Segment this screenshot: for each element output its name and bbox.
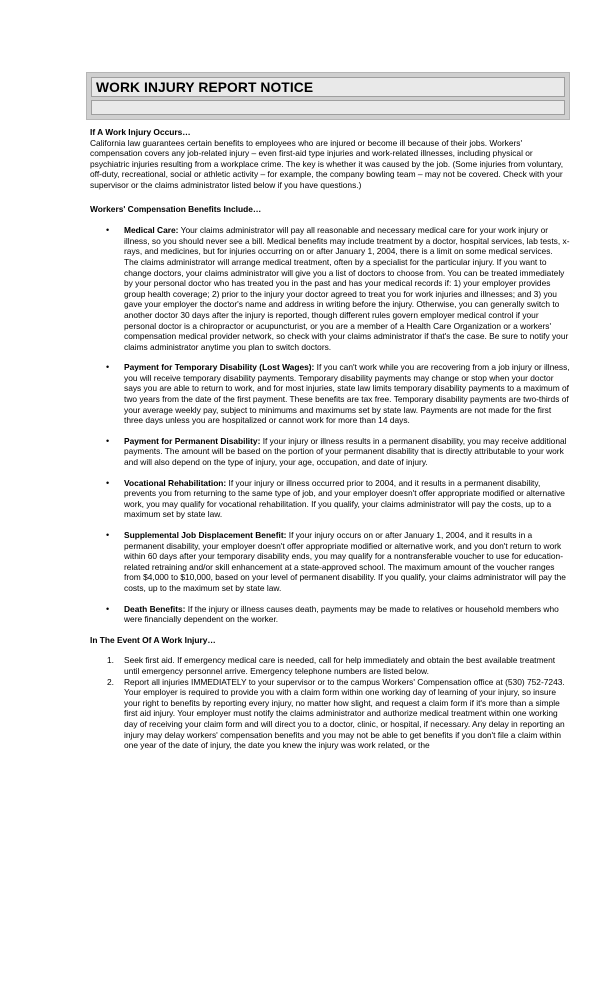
benefit-term: Supplemental Job Displacement Benefit: (124, 530, 287, 540)
step-number: 1. (107, 655, 114, 666)
title-box (91, 77, 565, 97)
benefit-text: Your claims administrator will pay all reasonable and necessary medical care for your work injury or illness, so you should never see a bill. Medical benefits may include treatment by a doctor, hospital services, lab tests, x-rays, and medicines, but for injuries occurring on or after January 1, 2004, there is a limit on some medical services. (124, 225, 570, 257)
benefit-text: If your injury or illness results in a permanent disability, you may receive additional payments. The amount will be based on the portion of your permanent disability that is directly attributable to your work and will also depend on the type of injury, your age, occupation, and date of injury. (124, 435, 567, 468)
event-heading: In The Event Of A Work Injury… (90, 634, 216, 645)
benefit-text: If you can't work while you are recovering from a job injury or illness, you will receive temporary disability payments. Temporary disability payments may change or stop when your doctor says you are able to return to work, and for most injuries, state law limits temporary disability payments to a maximum of two years from the date of the first payment. These benefits are tax free. Temporary disability payments are two-thirds of your average weekly pay, subject to minimums and maximums set by state law. Payments are not made for the first three days unless you are hospitalized or cannot work for more than 14 days. (124, 362, 570, 426)
intro-paragraph: California law guarantees certain benefits to employees who are injured or become ill because of their jobs. Workers' compensation covers any job-related injury – even first-aid type injuries and work-related illnesses, including physical or psychiatric injuries resulting from a workplace crime. The key is whether it was caused by the job. (Some injuries from voluntary, off-duty, recreational, social or athletic activity – for example, the company bowling team – may not be covered. Check with your supervisor or the claims administrator listed below if you have questions.) (90, 137, 564, 190)
document-body (90, 127, 570, 761)
benefit-text-continued: The claims administrator will arrange medical treatment, often by a specialist for the particular injury. If you want to change doctors, your claims administrator will give you a list of doctors to choose from. You can be treated immediately by your personal doctor who has treated you in the past and has your medical records if: 1) your employer provides group health coverage; 2) prior to the injury your doctor agreed to treat you for work injuries and illnesses; and 3) you gave your employer the doctor's name and address in writing before the injury. Otherwise, you can generally switch to another doctor 30 days after the injury is reported, though different rules govern employer medical control if your personal doctor is a chiropractor or acupuncturist, or you are a member of a Health Care Organization or a workers' compensation medical provider network, so check with your claims administrator if that's the case. Be sure to notify your claims administrator anytime you plan to switch doctors. (124, 256, 569, 352)
benefit-item-supplemental-job-displacement (90, 530, 570, 594)
bullet-icon: • (106, 530, 110, 540)
step-text: Report all injuries IMMEDIATELY to your supervisor or to the campus Workers' Compensation office at (530) 752-7243. Your employer is required to provide you with a claim form within one working day of learning of your injury, so insure your right to benefits by reporting every injury, no matter how slight, and request a claim form if it's more than a simple first aid injury. Your employer must notify the claims administrator and authorize medical treatment within one working day of receiving your claim form and will direct you to a doctor, clinic, or hospital, if necessary. Any delay in reporting an injury may delay workers' compensation benefits and you may not be able to get benefits if you don't file a claim within one year of the date of injury, the date you knew the injury was work related, or the (124, 676, 565, 751)
benefits-list (90, 225, 570, 625)
benefit-text: If your injury occurs on or after January 1, 2004, and it results in a permanent disability, your employer doesn't offer appropriate modified or alternative work, and you don't return to work within 60 days after your temporary disability ends, you may qualify for a nontransferable voucher to use for education-related retraining and/or skill enhancement at a state-approved school. The maximum amount of the voucher ranges from $4,000 to $10,000, based on your level of permanent disability. If you qualify, your claims administrator will pay the costs, up to the maximum set by state law. (124, 530, 566, 593)
bullet-icon: • (106, 362, 110, 373)
benefit-term: Medical Care: (124, 225, 179, 236)
benefit-term: Vocational Rehabilitation: (124, 477, 227, 488)
step-number: 2. (107, 676, 114, 687)
benefit-text: If the injury or illness causes death, payments may be made to relatives or household members who were financially dependent on the worker. (124, 603, 559, 625)
benefit-item-temporary-disability (90, 362, 570, 426)
benefit-term: Payment for Temporary Disability (Lost Wages): (124, 362, 315, 373)
bullet-icon: • (106, 603, 110, 614)
step-text: Seek first aid. If emergency medical care is needed, call for help immediately and obtain the best available treatment until emergency personnel arrive. Emergency telephone numbers are listed below. (124, 655, 556, 676)
benefit-text: If your injury or illness occurred prior to 2004, and it results in a permanent disability, prevents you from returning to the same type of job, and your employer doesn't offer appropriate modified or alternative work, you may qualify for vocational rehabilitation. If you qualify, your claims administrator will pay the costs, up to a maximum set by state law. (124, 477, 565, 520)
benefit-item-permanent-disability (90, 436, 570, 468)
benefit-term: Payment for Permanent Disability: (124, 435, 261, 446)
intro-section (90, 127, 570, 191)
subtitle-box (91, 100, 565, 115)
document-title: WORK INJURY REPORT NOTICE (96, 80, 314, 95)
benefit-item-death-benefits (90, 604, 570, 625)
intro-heading: If A Work Injury Occurs… (90, 127, 191, 137)
benefit-item-vocational-rehabilitation (90, 478, 570, 520)
bullet-icon: • (106, 477, 110, 488)
benefits-heading: Workers' Compensation Benefits Include… (90, 203, 262, 214)
step-item-report-injuries (90, 677, 570, 751)
bullet-icon: • (106, 435, 110, 446)
benefit-term: Death Benefits: (124, 603, 186, 614)
event-steps-list (90, 655, 570, 750)
title-header-frame (86, 72, 570, 120)
benefits-section (90, 204, 570, 625)
benefit-item-medical-care (90, 225, 570, 352)
step-item-first-aid (90, 655, 570, 676)
event-section (90, 635, 570, 751)
bullet-icon: • (106, 225, 110, 236)
